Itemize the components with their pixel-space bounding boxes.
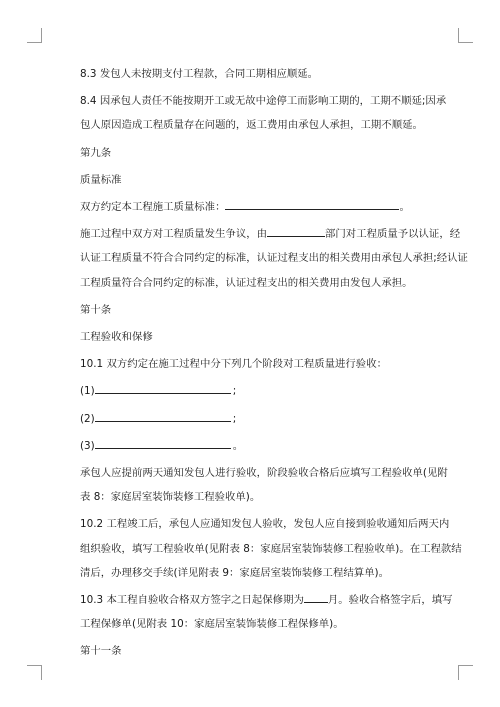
clause-10-1: 10.1 双方约定在施工过程中分下列几个阶段对工程质量进行验收： <box>80 358 387 371</box>
quality-standard-blank[interactable] <box>225 195 399 210</box>
clause-8-4: 8.4 因承包人责任不能按期开工或无故中途停工而影响工期的，工期不顺延;因承 包人原因造成工程质量存在问题的，返工费用由承包人承担，工期不顺延。 <box>80 95 447 132</box>
article-10-heading: 第十条 <box>80 303 112 316</box>
stage-inspection-notice: 承包人应提前两天通知发包人进行验收，阶段验收合格后应填写工程验收单(见附 表 8：家庭居室装饰装修工程验收单)。 <box>80 467 448 504</box>
article-11-heading: 第十一条 <box>80 645 122 658</box>
article-9-heading: 第九条 <box>80 146 112 159</box>
crop-mark-top-right <box>458 28 473 43</box>
inspection-stage-3-blank[interactable] <box>95 434 231 449</box>
quality-standard-line: 双方约定本工程施工质量标准： 。 <box>80 195 440 219</box>
article-10-subheading: 工程验收和保修 <box>80 331 153 344</box>
crop-mark-bottom-right <box>458 665 473 680</box>
crop-mark-bottom-left <box>27 665 42 680</box>
inspection-stage-2-blank[interactable] <box>95 407 231 422</box>
clause-10-3: 10.3 本工程自验收合格双方签字之日起保修期为 月。验收合格签字后，填写 工程保修单(见附表 10：家庭居室装饰装修工程保修单)。 <box>80 588 440 636</box>
quality-dispute-paragraph: 施工过程中双方对工程质量发生争议，由 部门对工程质量予以认证，经 认证工程质量不符合合同约定的标准，认证过程支出的相关费用由承包人承担;经认证 工程质量符合合同约定的标准，认证过程支出的相关费用由发包人承担。 <box>80 222 440 295</box>
warranty-months-blank[interactable] <box>304 588 328 603</box>
inspection-stage-1: (1) ; <box>80 379 440 403</box>
article-9-subheading: 质量标准 <box>80 173 122 186</box>
inspection-stage-1-blank[interactable] <box>95 379 231 394</box>
document-body <box>80 62 468 667</box>
clause-10-2: 10.2 工程竣工后，承包人应通知发包人验收，发包人应自接到验收通知后两天内 组织验收，填写工程验收单(见附表 8：家庭居室装饰装修工程验收单)。在工程款结 清后，办理移交手续(详见附表 9：家庭居室装饰装修工程结算单)。 <box>80 518 462 579</box>
crop-mark-top-left <box>27 28 42 43</box>
inspection-stage-3: (3) 。 <box>80 434 440 458</box>
certifying-department-blank[interactable] <box>267 222 325 237</box>
clause-8-3: 8.3 发包人未按期支付工程款，合同工期相应顺延。 <box>80 68 319 80</box>
inspection-stage-2: (2) ; <box>80 407 440 431</box>
